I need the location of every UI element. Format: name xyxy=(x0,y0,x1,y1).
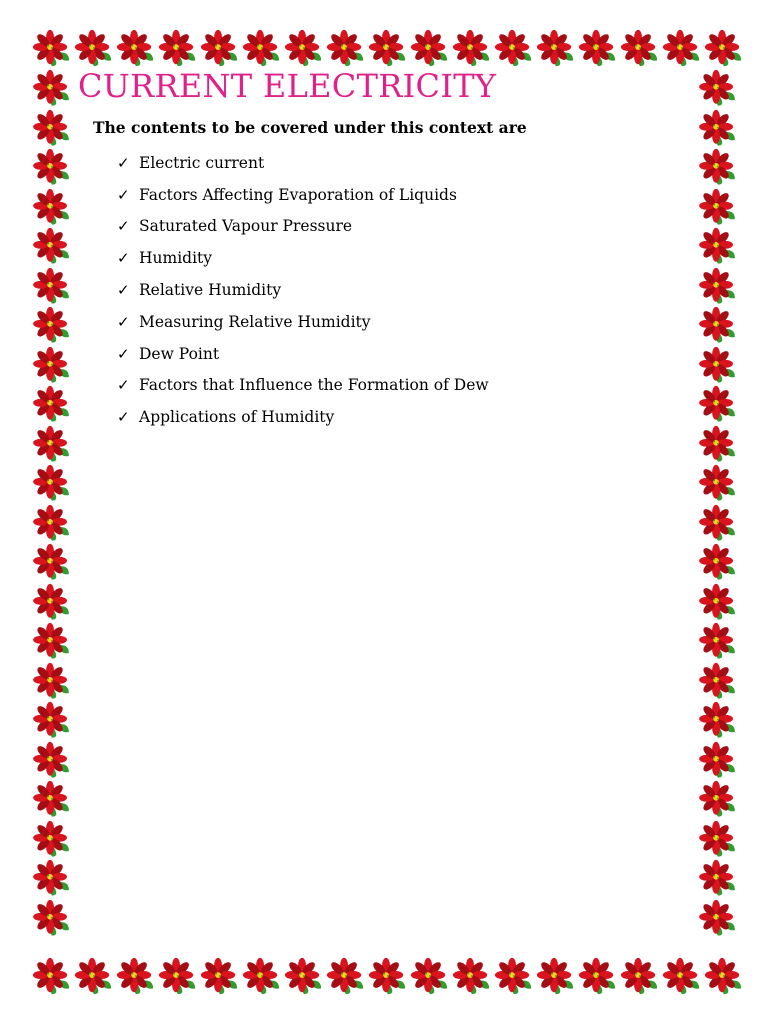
poinsettia-icon xyxy=(366,956,408,996)
topic-label: Factors that Influence the Formation of Dew xyxy=(139,376,489,395)
poinsettia-icon xyxy=(696,542,738,582)
poinsettia-icon xyxy=(30,384,72,424)
topics-list xyxy=(117,147,489,433)
poinsettia-icon xyxy=(30,779,72,819)
checkmark-icon: ✓ xyxy=(117,344,130,363)
poinsettia-icon xyxy=(696,858,738,898)
poinsettia-icon xyxy=(324,956,366,996)
poinsettia-icon xyxy=(696,661,738,701)
poinsettia-icon xyxy=(660,28,702,68)
poinsettia-icon xyxy=(534,956,576,996)
poinsettia-icon xyxy=(702,956,744,996)
checkmark-icon: ✓ xyxy=(117,185,130,204)
poinsettia-icon xyxy=(576,956,618,996)
topic-label: Measuring Relative Humidity xyxy=(139,312,371,331)
poinsettia-icon xyxy=(282,28,324,68)
poinsettia-icon xyxy=(30,108,72,148)
poinsettia-icon xyxy=(696,187,738,227)
poinsettia-icon xyxy=(696,226,738,266)
poinsettia-icon xyxy=(240,28,282,68)
poinsettia-icon xyxy=(576,28,618,68)
poinsettia-icon xyxy=(408,28,450,68)
poinsettia-icon xyxy=(30,28,72,68)
border-right xyxy=(696,68,738,937)
topic-label: Electric current xyxy=(139,153,265,172)
poinsettia-icon xyxy=(696,582,738,622)
poinsettia-icon xyxy=(696,819,738,859)
topic-item xyxy=(117,370,489,402)
checkmark-icon: ✓ xyxy=(117,217,130,236)
topic-item xyxy=(117,147,489,179)
poinsettia-icon xyxy=(30,226,72,266)
border-bottom xyxy=(30,956,744,996)
poinsettia-icon xyxy=(696,424,738,464)
checkmark-icon: ✓ xyxy=(117,153,130,172)
poinsettia-icon xyxy=(660,956,702,996)
checkmark-icon: ✓ xyxy=(117,408,130,427)
checkmark-icon: ✓ xyxy=(117,249,130,268)
poinsettia-icon xyxy=(696,68,738,108)
topic-item xyxy=(117,401,489,433)
poinsettia-icon xyxy=(696,305,738,345)
topic-item xyxy=(117,338,489,370)
poinsettia-icon xyxy=(696,108,738,148)
poinsettia-icon xyxy=(114,28,156,68)
topic-label: Saturated Vapour Pressure xyxy=(139,217,353,236)
poinsettia-icon xyxy=(156,28,198,68)
poinsettia-icon xyxy=(30,305,72,345)
border-top xyxy=(30,28,744,68)
poinsettia-icon xyxy=(618,28,660,68)
poinsettia-icon xyxy=(696,898,738,938)
poinsettia-icon xyxy=(696,621,738,661)
poinsettia-icon xyxy=(696,345,738,385)
poinsettia-icon xyxy=(702,28,744,68)
poinsettia-icon xyxy=(240,956,282,996)
poinsettia-icon xyxy=(492,956,534,996)
poinsettia-icon xyxy=(30,68,72,108)
poinsettia-icon xyxy=(72,956,114,996)
poinsettia-icon xyxy=(696,740,738,780)
poinsettia-icon xyxy=(450,28,492,68)
page-title: CURRENT ELECTRICITY xyxy=(78,67,497,105)
checkmark-icon: ✓ xyxy=(117,376,130,395)
poinsettia-icon xyxy=(30,956,72,996)
checkmark-icon: ✓ xyxy=(117,281,130,300)
poinsettia-icon xyxy=(198,956,240,996)
poinsettia-icon xyxy=(366,28,408,68)
poinsettia-icon xyxy=(30,503,72,543)
poinsettia-icon xyxy=(324,28,366,68)
topic-item xyxy=(117,242,489,274)
poinsettia-icon xyxy=(30,187,72,227)
topic-label: Humidity xyxy=(139,249,213,268)
poinsettia-icon xyxy=(450,956,492,996)
topic-item xyxy=(117,274,489,306)
checkmark-icon: ✓ xyxy=(117,312,130,331)
poinsettia-icon xyxy=(156,956,198,996)
poinsettia-icon xyxy=(30,542,72,582)
poinsettia-icon xyxy=(618,956,660,996)
intro-text: The contents to be covered under this context are xyxy=(93,118,527,137)
poinsettia-icon xyxy=(30,858,72,898)
poinsettia-icon xyxy=(30,661,72,701)
poinsettia-icon xyxy=(198,28,240,68)
poinsettia-icon xyxy=(30,424,72,464)
poinsettia-icon xyxy=(696,503,738,543)
topic-item xyxy=(117,306,489,338)
poinsettia-icon xyxy=(696,147,738,187)
poinsettia-icon xyxy=(72,28,114,68)
topic-label: Dew Point xyxy=(139,344,220,363)
poinsettia-icon xyxy=(534,28,576,68)
poinsettia-icon xyxy=(30,463,72,503)
poinsettia-icon xyxy=(696,266,738,306)
topic-label: Applications of Humidity xyxy=(139,408,335,427)
poinsettia-icon xyxy=(30,700,72,740)
poinsettia-icon xyxy=(30,621,72,661)
poinsettia-icon xyxy=(696,384,738,424)
topic-label: Relative Humidity xyxy=(139,281,282,300)
poinsettia-icon xyxy=(30,898,72,938)
poinsettia-icon xyxy=(696,700,738,740)
poinsettia-icon xyxy=(696,779,738,819)
poinsettia-icon xyxy=(30,740,72,780)
poinsettia-icon xyxy=(408,956,450,996)
border-left xyxy=(30,68,72,937)
poinsettia-icon xyxy=(30,582,72,622)
topic-item xyxy=(117,179,489,211)
poinsettia-icon xyxy=(30,819,72,859)
poinsettia-icon xyxy=(114,956,156,996)
poinsettia-icon xyxy=(30,147,72,187)
poinsettia-icon xyxy=(282,956,324,996)
topic-item xyxy=(117,211,489,243)
poinsettia-icon xyxy=(696,463,738,503)
topic-label: Factors Affecting Evaporation of Liquids xyxy=(139,185,457,204)
poinsettia-icon xyxy=(30,345,72,385)
poinsettia-icon xyxy=(492,28,534,68)
poinsettia-icon xyxy=(30,266,72,306)
